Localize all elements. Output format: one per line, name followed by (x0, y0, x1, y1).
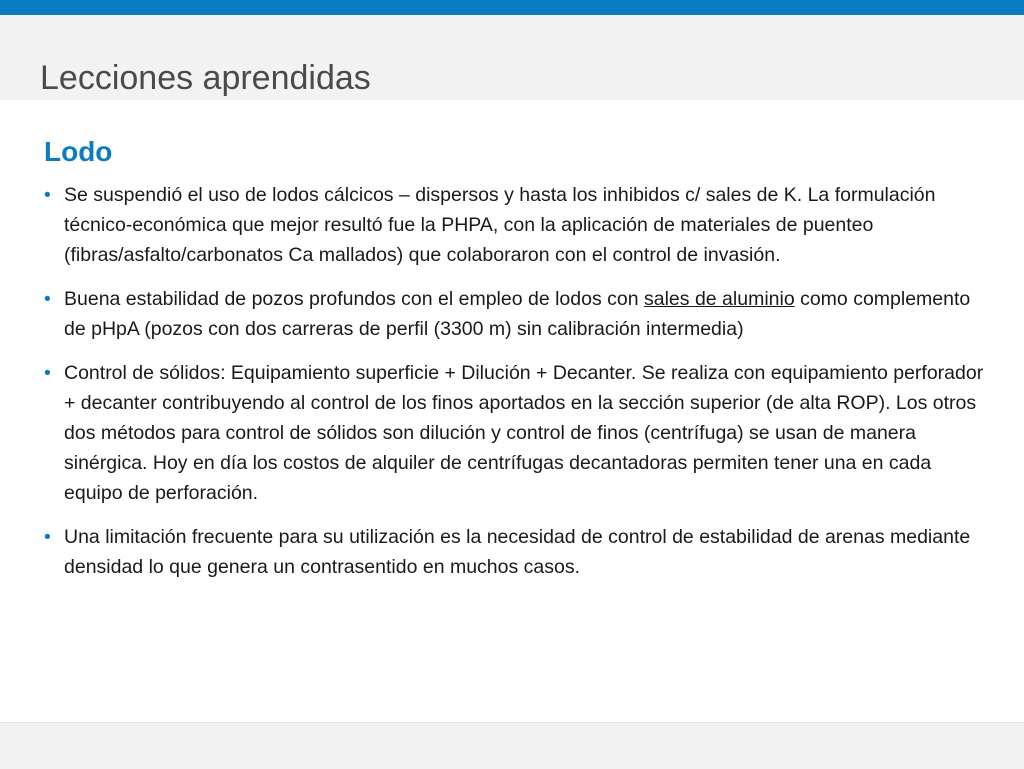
bullet-item (44, 284, 994, 344)
underlined-term: sales de aluminio (644, 288, 795, 310)
bullet-item (44, 358, 994, 508)
bullet-item (44, 522, 994, 582)
footer-band (0, 722, 1024, 769)
bullet-text: Control de sólidos: Equipamiento superficie + Dilución + Decanter. Se realiza con equipamiento perforador + decanter contribuyendo al control de los finos aportados en la sección superior (de alta ROP). Los otros dos métodos para control de sólidos son dilución y control de finos (centrífuga) se usan de manera sinérgica. Hoy en día los costos de alquiler de centrífugas decantadoras permiten tener una en cada equipo de perforación. (64, 362, 984, 504)
bullet-dot-icon: • (44, 526, 51, 548)
bullet-text: Se suspendió el uso de lodos cálcicos – dispersos y hasta los inhibidos c/ sales de K. La formulación técnico-económica que mejor resultó fue la PHPA, con la aplicación de materiales de puenteo (fibras/asfalto/carbonatos Ca mallados) que colaboraron con el control de invasión. (64, 184, 936, 266)
bullet-text-pre: Buena estabilidad de pozos profundos con el empleo de lodos con (64, 288, 644, 310)
bullet-dot-icon: • (44, 288, 51, 310)
bullet-text: Una limitación frecuente para su utilización es la necesidad de control de estabilidad de arenas mediante densidad lo que genera un contrasentido en muchos casos. (64, 526, 971, 578)
bullet-dot-icon: • (44, 184, 51, 206)
bullet-list (44, 180, 994, 582)
slide-content (44, 134, 994, 596)
slide-title: Lecciones aprendidas (40, 59, 371, 97)
bullet-dot-icon: • (44, 362, 51, 384)
bullet-text-post: como complemento de pHpA (pozos con dos carreras de perfil (3300 m) sin calibración intermedia) (64, 288, 971, 340)
top-accent-bar (0, 0, 1024, 15)
section-heading: Lodo (44, 136, 113, 167)
bullet-item (44, 180, 994, 270)
